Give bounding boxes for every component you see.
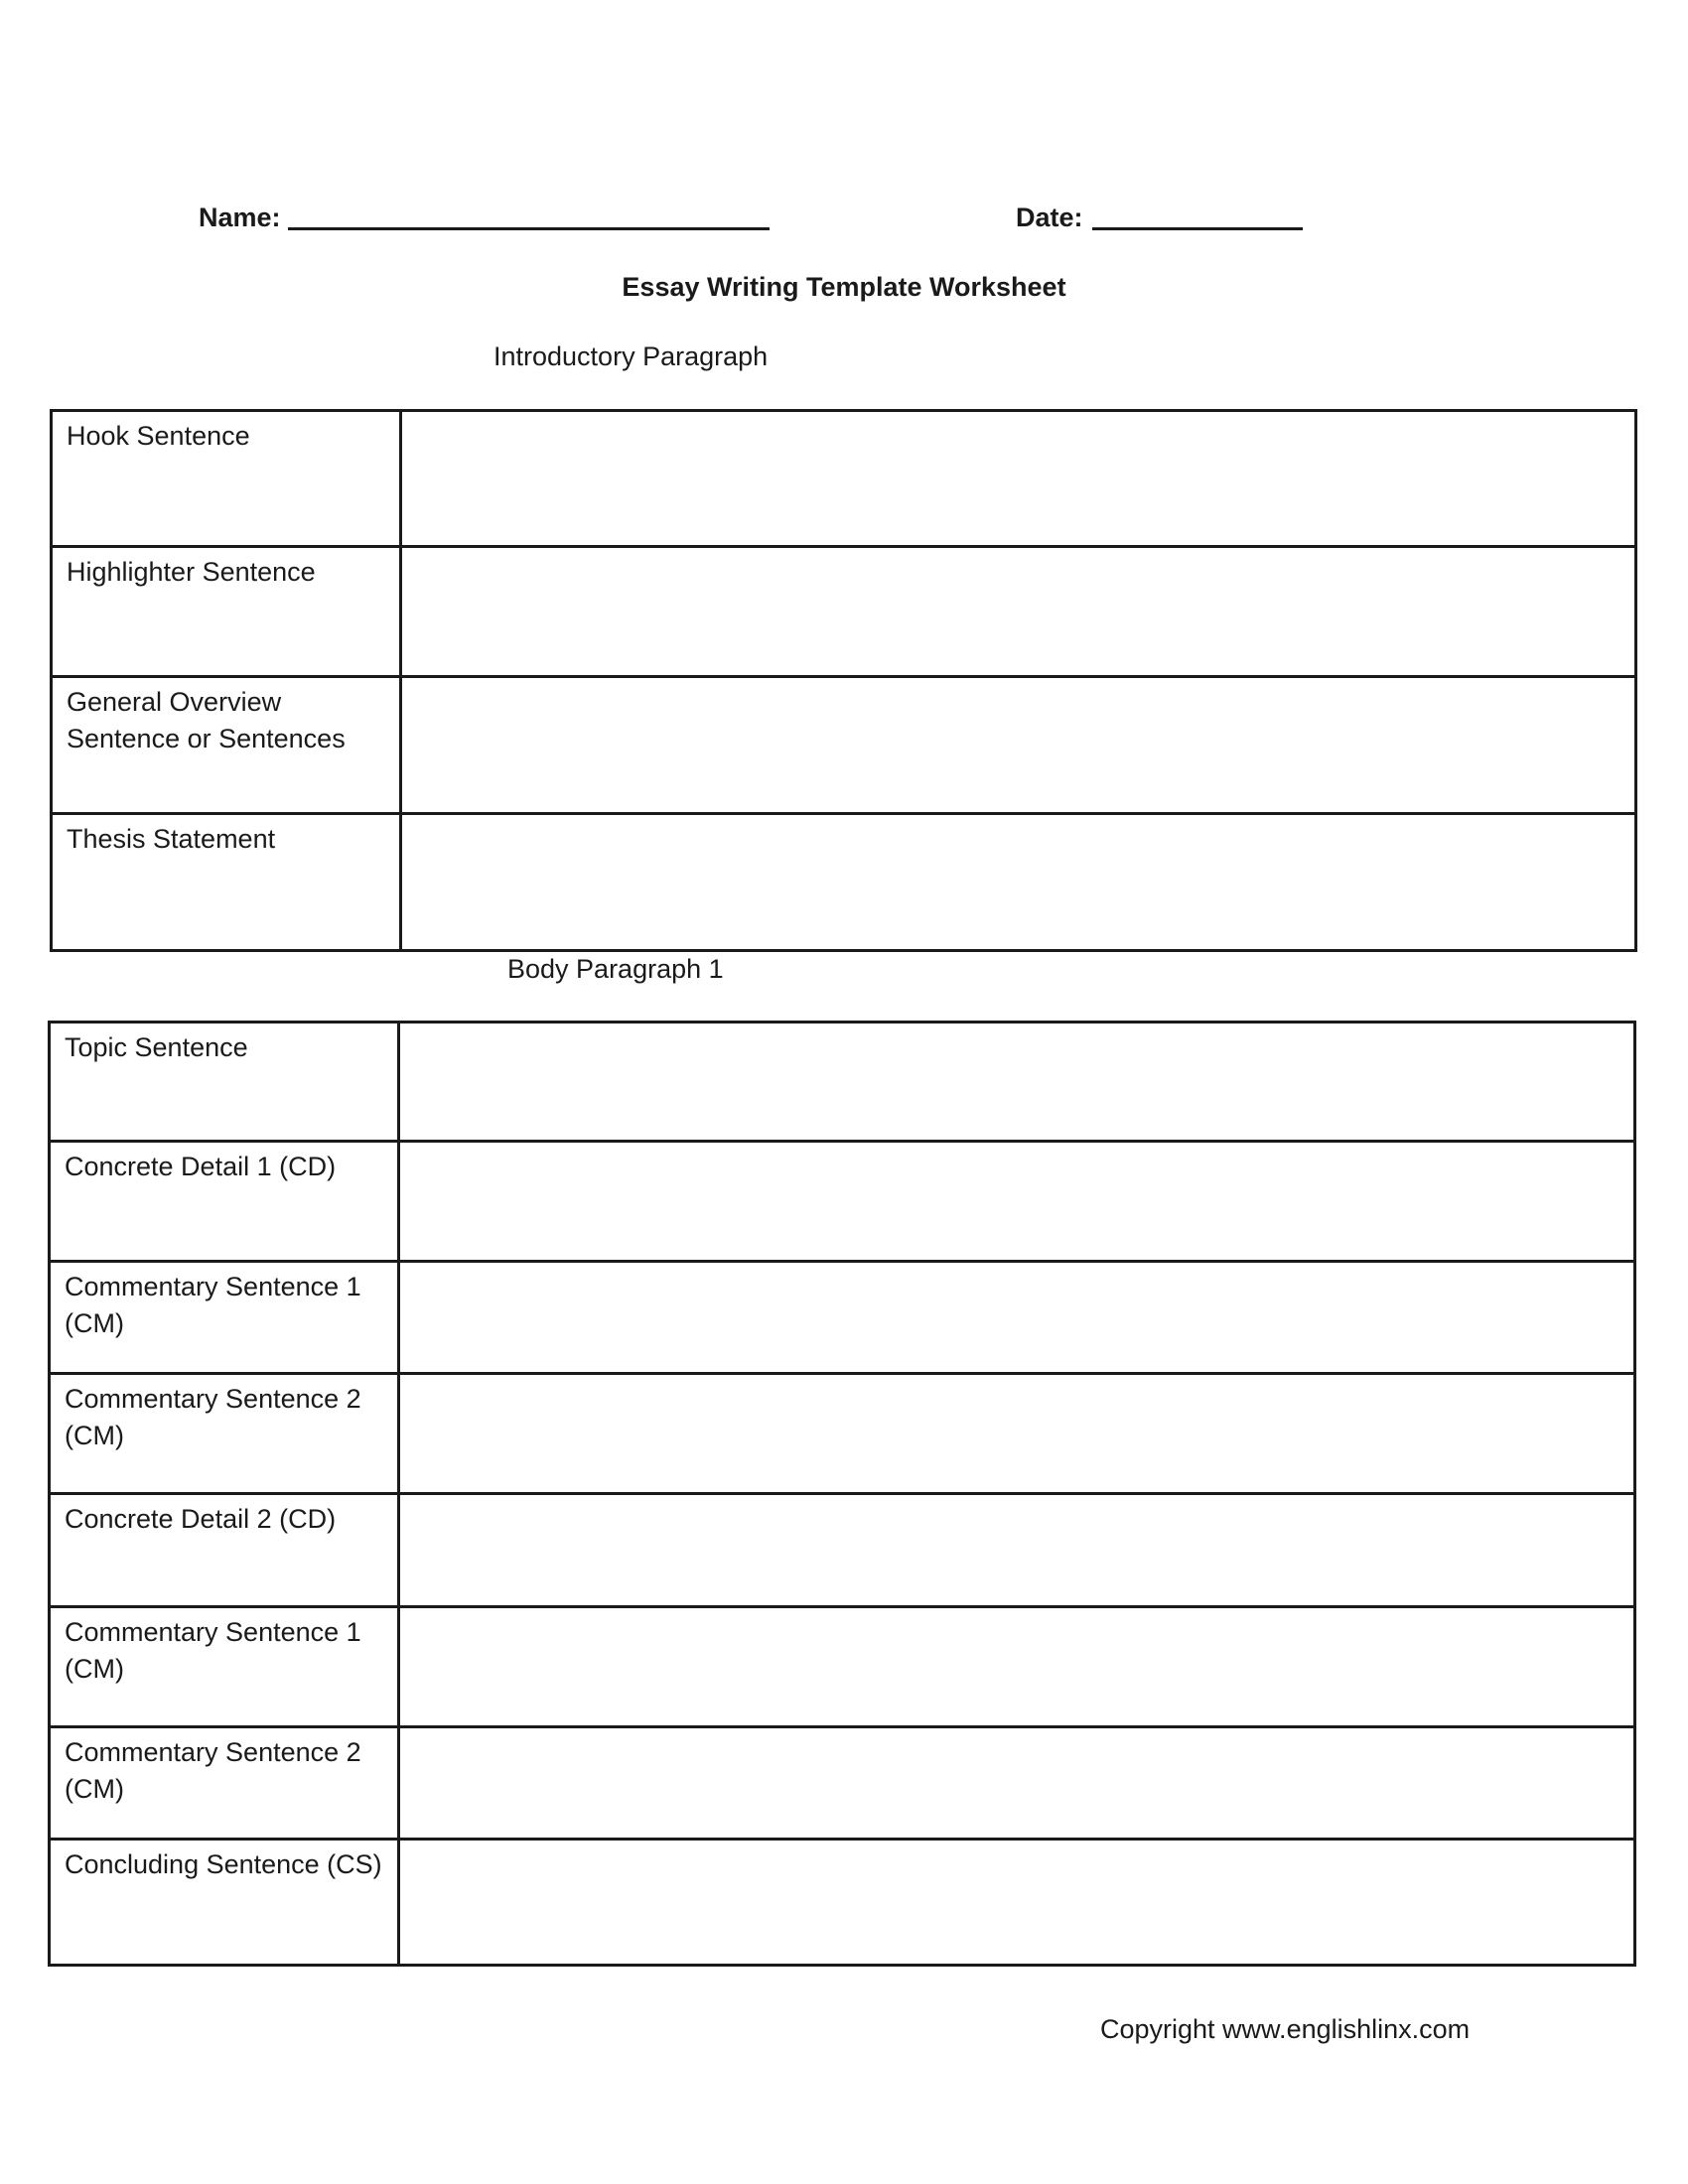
row-label: Thesis Statement bbox=[52, 814, 401, 951]
name-label: Name: bbox=[199, 203, 281, 232]
copyright-notice: Copyright www.englishlinx.com bbox=[1100, 2014, 1471, 2044]
row-label: General Overview Sentence or Sentences bbox=[52, 677, 401, 814]
answer-cell[interactable] bbox=[399, 1262, 1635, 1374]
answer-cell[interactable] bbox=[399, 1374, 1635, 1494]
row-label: Commentary Sentence 2 (CM) bbox=[50, 1374, 399, 1494]
row-label: Hook Sentence bbox=[52, 411, 401, 547]
answer-cell[interactable] bbox=[401, 677, 1636, 814]
name-field[interactable] bbox=[288, 227, 770, 230]
row-label: Topic Sentence bbox=[50, 1023, 399, 1142]
table-row bbox=[50, 1023, 1635, 1142]
table-row bbox=[50, 1374, 1635, 1494]
answer-cell[interactable] bbox=[399, 1023, 1635, 1142]
table-row bbox=[50, 1262, 1635, 1374]
row-label: Commentary Sentence 1 (CM) bbox=[50, 1262, 399, 1374]
row-label: Highlighter Sentence bbox=[52, 547, 401, 677]
answer-cell[interactable] bbox=[399, 1727, 1635, 1840]
row-label: Concrete Detail 1 (CD) bbox=[50, 1142, 399, 1262]
table-row bbox=[50, 1840, 1635, 1966]
table-row bbox=[52, 677, 1636, 814]
answer-cell[interactable] bbox=[399, 1840, 1635, 1966]
table-row bbox=[52, 814, 1636, 951]
answer-cell[interactable] bbox=[401, 411, 1636, 547]
date-label: Date: bbox=[1016, 203, 1083, 232]
page-title: Essay Writing Template Worksheet bbox=[622, 272, 1066, 302]
answer-cell[interactable] bbox=[399, 1607, 1635, 1727]
row-label: Commentary Sentence 1 (CM) bbox=[50, 1607, 399, 1727]
table-row bbox=[52, 547, 1636, 677]
date-field[interactable] bbox=[1092, 227, 1303, 230]
row-label: Commentary Sentence 2 (CM) bbox=[50, 1727, 399, 1840]
table-row bbox=[50, 1727, 1635, 1840]
table-row bbox=[50, 1607, 1635, 1727]
table-row bbox=[50, 1142, 1635, 1262]
body1-section-heading: Body Paragraph 1 bbox=[507, 954, 724, 984]
answer-cell[interactable] bbox=[399, 1142, 1635, 1262]
answer-cell[interactable] bbox=[401, 814, 1636, 951]
row-label: Concluding Sentence (CS) bbox=[50, 1840, 399, 1966]
intro-section-heading: Introductory Paragraph bbox=[493, 341, 769, 371]
table-row bbox=[52, 411, 1636, 547]
table-row bbox=[50, 1494, 1635, 1607]
body1-table bbox=[48, 1021, 1636, 1967]
intro-table bbox=[50, 409, 1637, 952]
answer-cell[interactable] bbox=[401, 547, 1636, 677]
row-label: Concrete Detail 2 (CD) bbox=[50, 1494, 399, 1607]
answer-cell[interactable] bbox=[399, 1494, 1635, 1607]
